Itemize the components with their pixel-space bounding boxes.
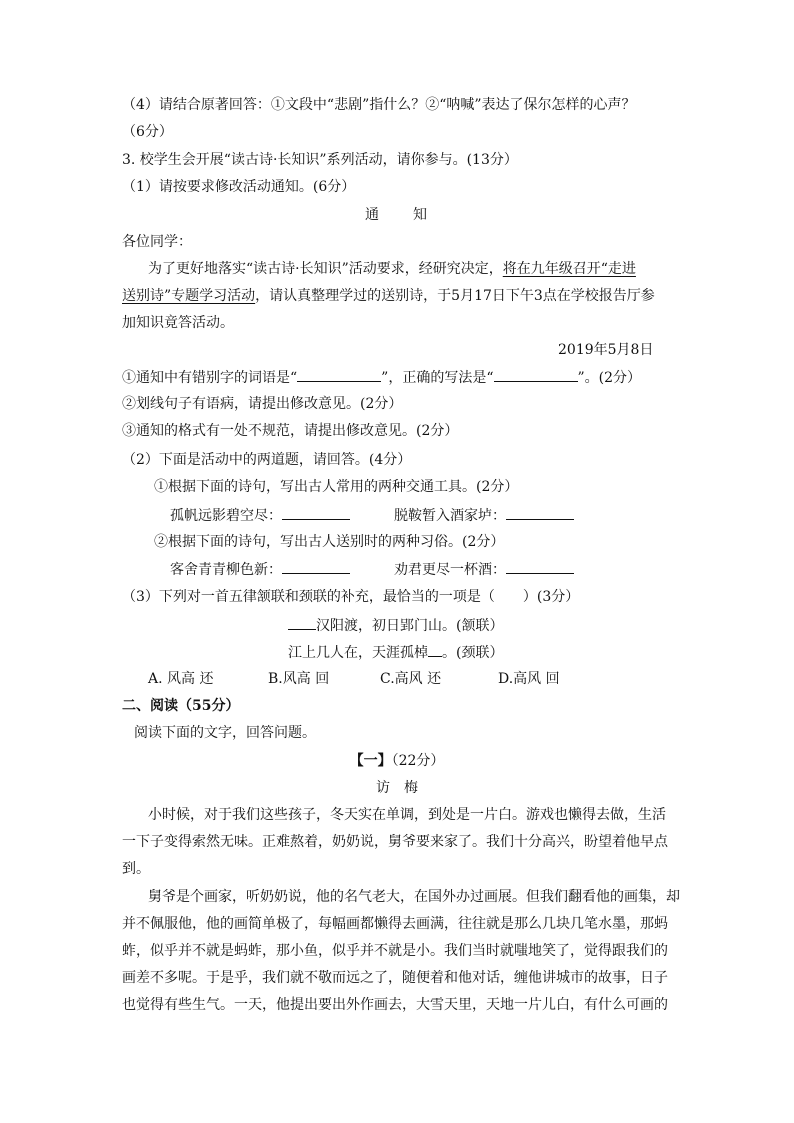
part2-question-1: ①根据下面的诗句，写出古人常用的两种交通工具。(2分） xyxy=(154,479,519,495)
answer-blank[interactable] xyxy=(494,367,578,382)
notice-body-line2 xyxy=(122,286,655,306)
poem-line: 。(颈联） xyxy=(442,645,504,661)
notice-body-line1 xyxy=(148,259,636,279)
underlined-sentence: 送别诗”专题学习活动 xyxy=(122,288,256,304)
article-paragraph-2-line: 舅爷是个画家，听奶奶说，他的名气老大，在国外办过画展。但我们翻看他的画集，却 xyxy=(148,889,680,905)
sub-question-2: ②划线句子有语病，请提出修改意见。(2分） xyxy=(122,396,403,412)
question-4-line1: （4）请结合原著回答：①文段中“悲剧”指什么？②“呐喊”表达了保尔怎样的心声？ xyxy=(122,97,636,113)
option-c[interactable]: C.高风 还 xyxy=(380,671,442,687)
answer-blank[interactable] xyxy=(282,505,350,520)
part3-title: （3）下列对一首五律颔联和颈联的补充，最恰当的一项是（ ）(3分） xyxy=(122,589,580,605)
article-paragraph-2-line: 并不佩服他，他的画简单极了，每幅画都懒得去画满，往往就是那么几块几笔水墨，那蚂 xyxy=(122,916,668,932)
poem-answer-row-1b xyxy=(394,505,574,526)
notice-date: 2019年5月8日 xyxy=(558,342,654,358)
article-paragraph-1-line: 一下子变得索然无味。正难熬着，奶奶说，舅爷要来家了。我们十分高兴，盼望着他早点 xyxy=(122,834,668,850)
notice-body-text: 为了更好地落实“读古诗·长知识”活动要求，经研究决定， xyxy=(148,261,503,277)
notice-salutation: 各位同学： xyxy=(122,234,192,250)
article-paragraph-1-line: 小时候，对于我们这些孩子，冬天实在单调，到处是一片白。游戏也懒得去做，生活 xyxy=(148,807,666,823)
article-paragraph-2-line: 也觉得有些生气。一天，他提出要出外作画去，大雪天里，天地一片儿白，有什么可画的 xyxy=(122,997,668,1013)
part1-title: （1）请按要求修改活动通知。(6分） xyxy=(122,179,356,195)
answer-blank[interactable] xyxy=(506,559,574,574)
poem-line: 客舍青青柳色新： xyxy=(170,562,282,578)
poem-couplet-1 xyxy=(288,615,503,636)
option-a[interactable]: A. 风高 还 xyxy=(148,671,214,687)
part2-question-2: ②根据下面的诗句，写出古人送别时的两种习俗。(2分） xyxy=(154,534,505,550)
option-b[interactable]: B.风高 回 xyxy=(268,671,330,687)
choice-options xyxy=(148,669,560,689)
article-paragraph-2-line: 蚱，似乎并不就是蚂蚱，那小鱼，似乎并不就是小。我们当时就嗤地笑了，觉得跟我们的 xyxy=(122,943,668,959)
poem-line: 汉阳渡，初日郢门山。(颔联） xyxy=(316,618,504,634)
article-paragraph-2-line: 画差不多呢。于是乎，我们就不敬而远之了，随便着和他对话，缠他讲城市的故事，日子 xyxy=(122,970,668,986)
answer-blank[interactable] xyxy=(297,367,381,382)
sub-question-text: ①通知中有错别字的词语是“ xyxy=(122,370,298,386)
part2-title: （2）下面是活动中的两道题，请回答。(4分） xyxy=(122,452,412,468)
section-2-title: 二、阅读（55分） xyxy=(122,698,240,714)
part-heading xyxy=(0,751,794,771)
answer-blank[interactable] xyxy=(288,615,316,630)
sub-question-1 xyxy=(122,367,641,388)
sub-question-text: ”。(2分） xyxy=(577,370,642,386)
question-3-title: 3. 校学生会开展“读古诗·长知识”系列活动，请你参与。(13分） xyxy=(122,152,518,168)
poem-line: 脱鞍暂入酒家垆： xyxy=(394,508,506,524)
poem-line: 江上几人在，天涯孤棹 xyxy=(288,645,428,661)
answer-blank[interactable] xyxy=(428,642,442,657)
poem-line: 劝君更尽一杯酒： xyxy=(394,562,506,578)
sub-question-text: ”，正确的写法是“ xyxy=(381,370,494,386)
poem-couplet-2 xyxy=(288,642,503,663)
poem-answer-row-2b xyxy=(394,559,574,580)
notice-heading: 通 知 xyxy=(365,207,429,223)
part-score: （22分） xyxy=(391,753,445,769)
answer-blank[interactable] xyxy=(506,505,574,520)
part-label: 【一】 xyxy=(349,753,392,769)
question-4-score: （6分） xyxy=(122,124,173,140)
section-2-instruction: 阅读下面的文字，回答问题。 xyxy=(134,725,316,741)
sub-question-3: ③通知的格式有一处不规范，请提出修改意见。(2分） xyxy=(122,423,459,439)
poem-answer-row-1 xyxy=(170,505,350,526)
answer-blank[interactable] xyxy=(282,559,350,574)
poem-line: 孤帆远影碧空尽： xyxy=(170,508,282,524)
underlined-sentence: 将在九年级召开“走进 xyxy=(502,261,636,277)
notice-body-text: ，请认真整理学过的送别诗，于5月17日下午3点在学校报告厅参 xyxy=(255,288,655,304)
option-d[interactable]: D.高风 回 xyxy=(498,671,560,687)
notice-body-line3: 加知识竟答活动。 xyxy=(122,315,234,331)
poem-answer-row-2 xyxy=(170,559,350,580)
article-title: 访 梅 xyxy=(376,780,418,796)
article-paragraph-1-line: 到。 xyxy=(122,861,150,877)
